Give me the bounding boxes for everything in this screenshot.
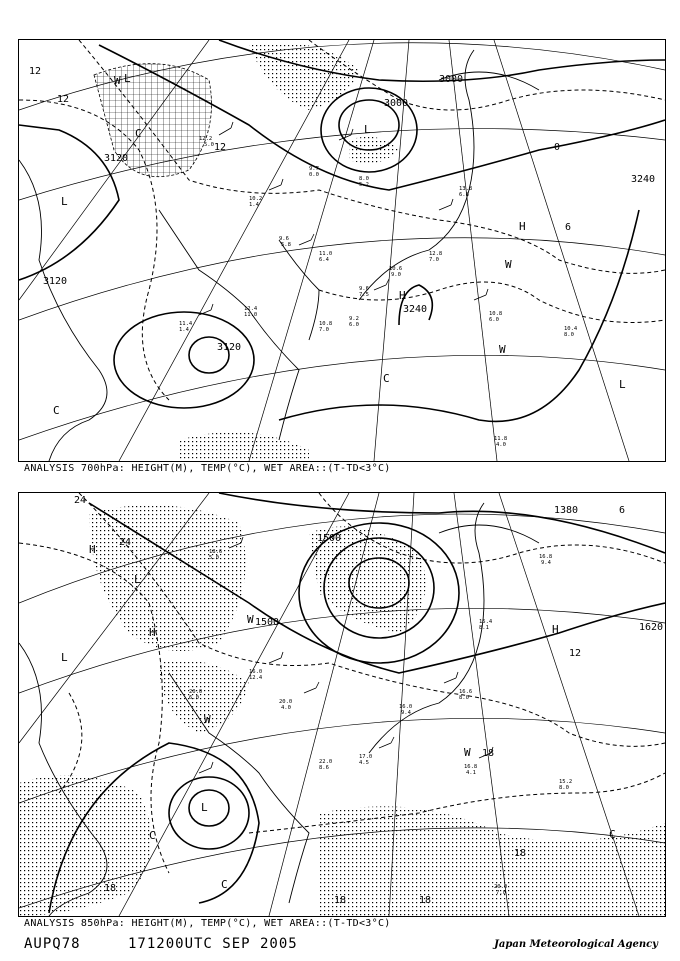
height-label: 3240: [631, 174, 656, 185]
chart-code: AUPQ78: [24, 936, 81, 952]
svg-text:8.0: 8.0: [459, 695, 469, 701]
svg-text:11.4: 11.4: [179, 321, 193, 327]
station-plots-700: [179, 136, 578, 448]
svg-text:12.2: 12.2: [199, 136, 213, 142]
svg-text:11.0: 11.0: [244, 312, 258, 318]
high-marker: H: [519, 220, 526, 233]
svg-text:1.4: 1.4: [249, 202, 259, 208]
temp-label: 12: [569, 648, 582, 659]
svg-text:7.0: 7.0: [496, 890, 506, 896]
svg-text:10.6: 10.6: [389, 266, 403, 272]
warm-marker: W: [114, 74, 121, 87]
low-marker: L: [61, 651, 68, 664]
svg-text:13.8: 13.8: [459, 186, 473, 192]
low-marker: L: [134, 573, 141, 586]
low-marker: L: [61, 195, 68, 208]
svg-text:7.5: 7.5: [359, 292, 369, 298]
low-marker: L: [364, 123, 371, 136]
high-marker: H: [552, 623, 559, 636]
map-panel-850hpa: [18, 492, 666, 917]
svg-text:16.0: 16.0: [399, 704, 413, 710]
height-label: 1500: [317, 533, 342, 544]
svg-text:8.0: 8.0: [559, 785, 569, 791]
svg-text:6.0: 6.0: [349, 322, 359, 328]
svg-text:10.8: 10.8: [319, 321, 333, 327]
svg-text:0.0: 0.0: [309, 172, 319, 178]
svg-text:10.4: 10.4: [564, 326, 578, 332]
svg-text:16.8: 16.8: [539, 554, 553, 560]
panel-caption-700hpa: ANALYSIS 700hPa: HEIGHT(M), TEMP(°C), WET AREA::(T-TD<3°C): [24, 463, 391, 474]
low-marker: L: [124, 72, 131, 85]
svg-text:8.6: 8.6: [319, 765, 329, 771]
svg-text:20.0: 20.0: [189, 689, 203, 695]
svg-text:22.0: 22.0: [319, 759, 333, 765]
wet-areas-850: [19, 505, 665, 916]
temp-label: 0: [554, 142, 561, 153]
svg-text:4.1: 4.1: [466, 770, 476, 776]
svg-text:8.1: 8.1: [479, 625, 489, 631]
svg-text:4.0: 4.0: [496, 442, 506, 448]
svg-text:12.4: 12.4: [249, 675, 263, 681]
agency-name: Japan Meteorological Agency: [494, 939, 658, 950]
temp-label: 6: [619, 505, 626, 516]
temp-label: 6: [565, 222, 572, 233]
svg-text:12.4: 12.4: [244, 306, 258, 312]
svg-text:15.2: 15.2: [559, 779, 573, 785]
coastlines-700: [19, 50, 539, 461]
svg-text:4.5: 4.5: [359, 760, 369, 766]
height-label: 3120: [104, 153, 129, 164]
temp-label: 12: [29, 66, 42, 77]
low-marker: L: [619, 378, 626, 391]
high-marker: H: [149, 626, 156, 639]
temp-label: 12: [57, 94, 70, 105]
height-label: 3240: [403, 304, 428, 315]
cold-marker: C: [135, 127, 142, 140]
svg-text:16.8: 16.8: [464, 764, 478, 770]
cold-marker: C: [53, 404, 60, 417]
svg-text:10.2: 10.2: [249, 196, 263, 202]
map-700hpa-svg: [19, 40, 665, 461]
svg-text:5.2: 5.2: [359, 182, 369, 188]
temp-label: 18: [482, 748, 495, 759]
temp-label: 18: [514, 848, 527, 859]
warm-marker: W: [499, 343, 506, 356]
wind-barbs-700: [199, 122, 488, 315]
height-label: 3000: [384, 98, 409, 109]
svg-text:9.6: 9.6: [279, 236, 289, 242]
temp-label: 24: [74, 495, 87, 506]
svg-text:8.0: 8.0: [564, 332, 574, 338]
cold-marker: C: [609, 828, 616, 841]
temp-label: 12: [214, 142, 227, 153]
svg-text:6.4: 6.4: [319, 257, 329, 263]
svg-text:9.7: 9.7: [309, 166, 319, 172]
map-panel-700hpa: [18, 39, 666, 462]
temp-label: 18: [334, 895, 347, 906]
svg-text:6.8: 6.8: [459, 192, 469, 198]
panel-caption-850hpa: ANALYSIS 850hPa: HEIGHT(M), TEMP(°C), WET AREA::(T-TD<3°C): [24, 918, 391, 929]
high-marker: H: [89, 543, 96, 556]
cold-marker: C: [221, 878, 228, 891]
svg-text:10.8: 10.8: [489, 311, 503, 317]
warm-marker: W: [464, 746, 471, 759]
temp-label: 18: [419, 895, 432, 906]
cold-marker: C: [383, 372, 390, 385]
svg-text:4.0: 4.0: [281, 705, 291, 711]
svg-text:7.0: 7.0: [319, 327, 329, 333]
svg-text:8.0: 8.0: [359, 176, 369, 182]
warm-marker: W: [247, 613, 254, 626]
svg-text:9.2: 9.2: [349, 316, 359, 322]
svg-text:1.4: 1.4: [179, 327, 189, 333]
height-label: 1500: [255, 617, 280, 628]
svg-text:5.8: 5.8: [281, 242, 291, 248]
warm-marker: W: [204, 713, 211, 726]
svg-text:20.0: 20.0: [279, 699, 293, 705]
svg-text:16.6: 16.6: [459, 689, 473, 695]
height-label: 1380: [554, 505, 579, 516]
temp-label: 24: [119, 537, 132, 548]
height-label: 3120: [217, 342, 242, 353]
svg-text:7.0: 7.0: [429, 257, 439, 263]
height-label: 3000: [439, 74, 464, 85]
temp-label: 18: [104, 883, 117, 894]
svg-text:9.4: 9.4: [541, 560, 551, 566]
analysis-time: 171200UTC SEP 2005: [128, 936, 298, 952]
svg-text:9.0: 9.0: [391, 272, 401, 278]
warm-marker: W: [505, 258, 512, 271]
svg-text:15.4: 15.4: [479, 619, 493, 625]
height-label: 1620: [639, 622, 664, 633]
svg-text:5.0: 5.0: [204, 142, 214, 148]
map-850hpa-svg: [19, 493, 665, 916]
svg-text:20.0: 20.0: [494, 884, 508, 890]
svg-text:17.0: 17.0: [359, 754, 373, 760]
wet-areas-700: [94, 43, 399, 461]
svg-text:9.6: 9.6: [359, 286, 369, 292]
svg-text:12.8: 12.8: [429, 251, 443, 257]
svg-text:9.4: 9.4: [401, 710, 411, 716]
high-marker: H: [399, 289, 406, 302]
svg-text:11.0: 11.0: [319, 251, 333, 257]
low-marker: L: [201, 801, 208, 814]
svg-text:5.0: 5.0: [209, 555, 219, 561]
svg-text:16.0: 16.0: [249, 669, 263, 675]
svg-text:6.0: 6.0: [189, 695, 199, 701]
svg-text:6.0: 6.0: [489, 317, 499, 323]
cold-marker: C: [149, 829, 156, 842]
height-label: 3120: [43, 276, 68, 287]
svg-text:11.8: 11.8: [494, 436, 508, 442]
svg-text:18.6: 18.6: [209, 549, 223, 555]
